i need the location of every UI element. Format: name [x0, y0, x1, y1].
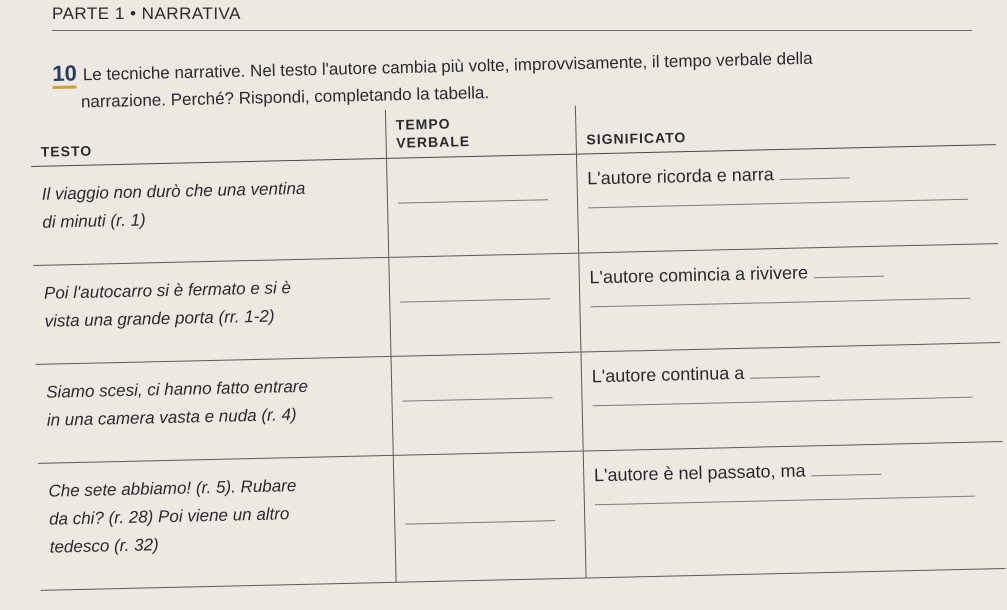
instruction-text-2: narrazione. Perché? Rispondi, completando la tabella.	[80, 83, 490, 112]
answer-blank[interactable]	[814, 276, 884, 279]
answer-blank[interactable]	[588, 199, 968, 209]
header-tempo-verbale	[385, 106, 576, 159]
testo-line: di minuti (r. 1)	[42, 210, 146, 232]
answer-blank[interactable]	[812, 474, 882, 477]
significato-text: L'autore ricorda e narra	[587, 164, 775, 189]
testo-cell	[36, 356, 393, 463]
tempo-answer-cell[interactable]	[391, 352, 583, 455]
testo-cell	[38, 455, 396, 590]
testo-line: Siamo scesi, ci hanno fatto entrare	[46, 376, 309, 402]
exercise-number: 10	[52, 60, 77, 89]
header-tempo: TEMPO	[395, 115, 451, 133]
significato-cell	[581, 343, 1003, 451]
answer-blank[interactable]	[402, 397, 552, 401]
answer-blank[interactable]	[592, 397, 972, 407]
testo-line: da chi? (r. 28) Poi viene un altro	[48, 504, 290, 529]
significato-text: L'autore comincia a rivivere	[589, 262, 809, 288]
testo-cell	[31, 158, 388, 265]
header-significato: SIGNIFICATO	[575, 96, 996, 154]
answer-blank[interactable]	[400, 298, 550, 302]
header-divider	[52, 30, 972, 31]
answer-blank[interactable]	[590, 298, 970, 308]
answer-blank[interactable]	[780, 177, 850, 180]
table-row	[38, 442, 1006, 591]
testo-line: in una camera vasta e nuda (r. 4)	[46, 405, 297, 430]
testo-cell	[33, 257, 390, 364]
tempo-answer-cell[interactable]	[393, 451, 586, 582]
section-header: PARTE 1 • NARRATIVA	[52, 4, 241, 23]
instruction-text-1: Le tecniche narrative. Nel testo l'autore cambia più volte, improvvisamente, il tempo verbale della	[82, 48, 813, 85]
tempo-answer-cell[interactable]	[388, 253, 580, 356]
answer-blank[interactable]	[750, 376, 820, 379]
significato-text: L'autore continua a	[591, 362, 745, 387]
exercise-table	[30, 96, 1006, 598]
answer-blank[interactable]	[405, 520, 555, 524]
answer-blank[interactable]	[595, 496, 975, 506]
testo-line: Che sete abbiamo! (r. 5). Rubare	[48, 476, 297, 501]
header-verbale: VERBALE	[396, 133, 471, 151]
testo-line: Il viaggio non durò che una ventina	[41, 178, 306, 204]
significato-cell	[578, 244, 1000, 352]
significato-cell	[583, 442, 1006, 578]
testo-line: vista una grande porta (rr. 1-2)	[44, 306, 275, 331]
testo-line: tedesco (r. 32)	[49, 535, 159, 557]
significato-text: L'autore è nel passato, ma	[593, 460, 806, 486]
header-testo: TESTO	[30, 110, 386, 167]
significato-cell	[576, 145, 998, 253]
answer-blank[interactable]	[398, 199, 548, 203]
testo-line: Poi l'autocarro si è fermato e si è	[43, 278, 292, 303]
tempo-answer-cell[interactable]	[386, 154, 578, 257]
